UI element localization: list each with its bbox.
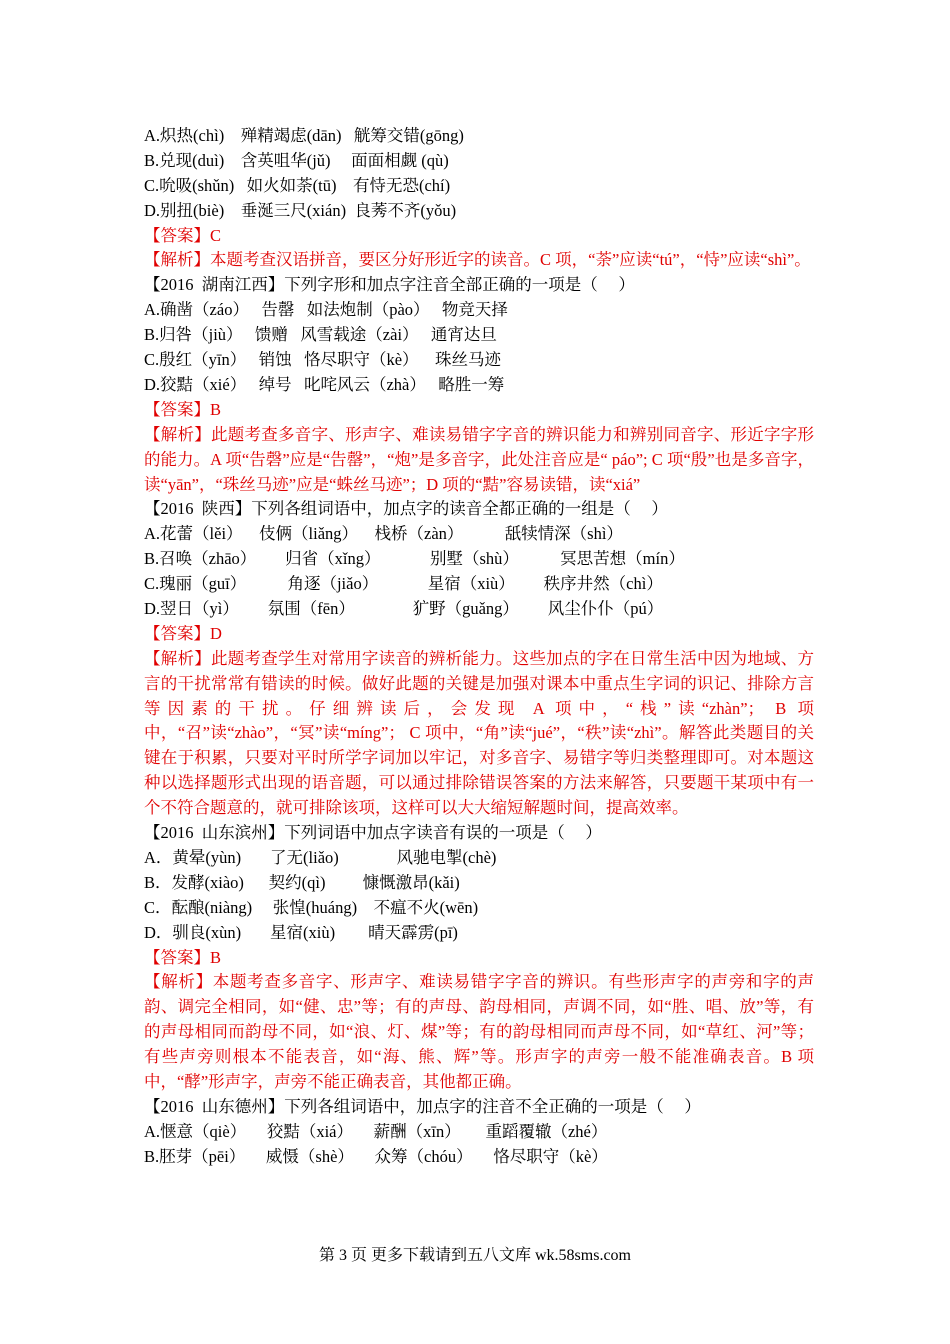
option-line: A.花蕾（lěi） 伎俩（liǎng） 栈桥（zàn） 舐犊情深（shì） (144, 524, 623, 544)
analysis-paragraph: 【解析】此题考查学生对常用字读音的辨析能力。这些加点的字在日常生活中因为地域、方言的干扰常常有错读的时候。做好此题的关键是加强对课本中重点生字词的识记、排除方言等因素的干扰。仔细辨读后，会发现 A 项中，“栈”读“zhàn”； B 项中，“召”读“zhào”，“冥”读“míng”； C 项中，“角”读“jué”，“秩”读“zhì”。解答此类题目的关键在于积累，只要对平时所学字词加以牢记，对多音字、易错字等归类整理即可。对本题这种以选择题形式出现的语音题，可以通过排除错误答案的方法来解答，只要题干某项中有一个不符合题意的，就可排除该项，这样可以大大缩短解题时间，提高效率。 (144, 648, 814, 818)
answer-line: 【答案】D (144, 623, 222, 643)
question-stem: 【2016 湖南江西】下列字形和加点字注音全部正确的一项是（ ） (144, 275, 635, 295)
option-line: D．驯良(xùn) 星宿(xiù) 晴天霹雳(pī) (144, 922, 458, 942)
option-line: B．发酵(xiào) 契约(qì) 慷慨激昂(kǎi) (144, 872, 460, 892)
answer-line: 【答案】B (144, 399, 222, 419)
question-stem: 【2016 山东德州】下列各组词语中，加点字的注音不全正确的一项是（ ） (144, 1096, 701, 1116)
option-line: D.翌日（yì） 氛围（fēn） 犷野（guǎng） 风尘仆仆（pú） (144, 598, 664, 618)
answer-line: 【答案】B (144, 947, 222, 967)
option-line: B.兑现(duì) 含英咀华(jǔ) 面面相觑 (qù) (144, 150, 449, 170)
question-stem: 【2016 山东滨州】下列词语中加点字读音有误的一项是（ ） (144, 823, 602, 843)
option-line: D.狡黠（xié） 绰号 叱咤风云（zhà） 略胜一筹 (144, 374, 505, 394)
option-line: C.殷红（yīn） 销蚀 恪尽职守（kè） 珠丝马迹 (144, 350, 502, 370)
analysis-paragraph: 【解析】此题考查多音字、形声字、难读易错字字音的辨识能力和辨别同音字、形近字字形的能力。A 项“告磬”应是“告罄”，“炮”是多音字，此处注音应是“ páo”; C 项“殷”也是多音字，读“yān”，“珠丝马迹”应是“蛛丝马迹”；D 项的“黠”容易读错，读“xiá” (144, 424, 814, 494)
option-line: D.别扭(biè) 垂涎三尺(xián) 良莠不齐(yǒu) (144, 200, 457, 220)
option-line: B.归咎（jiù） 馈赠 风雪载途（zài） 通宵达旦 (144, 325, 497, 345)
option-line: C.瑰丽（guī） 角逐（jiǎo） 星宿（xiù） 秩序井然（chì） (144, 574, 663, 594)
option-line: C．酝酿(niàng) 张惶(huáng) 不瘟不火(wēn) (144, 897, 479, 917)
option-line: A．黄晕(yùn) 了无(liǎo) 风驰电掣(chè) (144, 848, 497, 867)
option-line: C.吮吸(shǔn) 如火如荼(tū) 有恃无恐(chí) (144, 175, 451, 195)
option-line: A.确凿（záo） 告罄 如法炮制（pào） 物竞天择 (144, 300, 508, 320)
question-stem: 【2016 陕西】下列各组词语中，加点字的读音全都正确的一组是（ ） (144, 499, 668, 519)
page-content (144, 124, 814, 1170)
option-line: A.惬意（qiè） 狡黠（xiá） 薪酬（xīn） 重蹈覆辙（zhé） (144, 1121, 608, 1141)
analysis-paragraph: 【解析】本题考查汉语拼音，要区分好形近字的读音。C 项，“荼”应读“tú”，“恃”应读“shì”。 (144, 250, 811, 270)
option-line: A.炽热(chì) 殚精竭虑(dān) 觥筹交错(gōng) (144, 126, 464, 145)
option-line: B.召唤（zhāo） 归省（xǐng） 别墅（shù） 冥思苦想（mín） (144, 549, 685, 569)
page-footer: 第 3 页 更多下载请到五八文库 wk.58sms.com (318, 1247, 631, 1264)
answer-line: 【答案】C (144, 225, 222, 245)
option-line: B.胚芽（pēi） 威慑（shè） 众筹（chóu） 恪尽职守（kè） (144, 1146, 608, 1166)
analysis-paragraph: 【解析】本题考查多音字、形声字、难读易错字字音的辨识。有些形声字的声旁和字的声韵、调完全相同，如“健、忠”等；有的声母、韵母相同，声调不同，如“胜、唱、放”等，有的声母相同而韵母不同，如“浪、灯、煤”等；有的韵母相同而声母不同，如“草红、河”等；有些声旁则根本不能表音，如“海、熊、辉”等。形声字的声旁一般不能准确表音。B 项中，“酵”形声字，声旁不能正确表音，其他都正确。 (144, 972, 814, 1092)
